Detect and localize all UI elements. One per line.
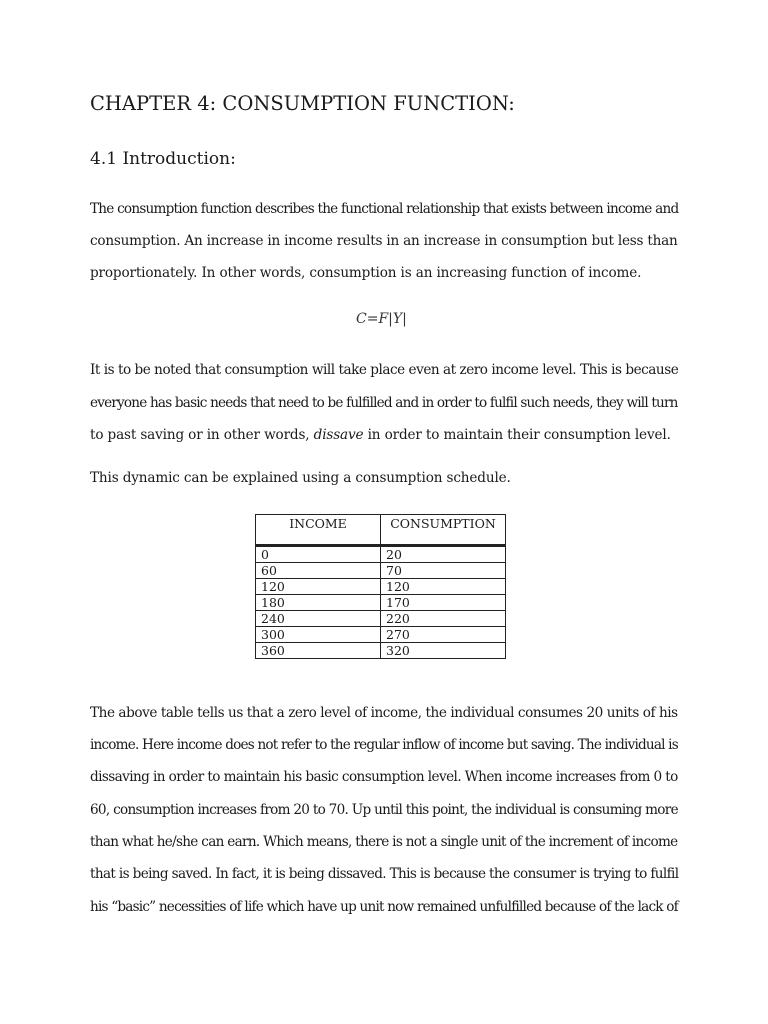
table-header-row [256,515,506,546]
income-header: INCOME [256,515,381,546]
income-cell: 60 [256,563,381,579]
paragraph-2-line-3 [90,427,671,443]
income-cell: 240 [256,611,381,627]
income-cell: 120 [256,579,381,595]
consumption-equation: C=F|Y| [356,311,407,327]
table-row [256,579,506,595]
table-row [256,611,506,627]
consumption-cell: 120 [381,579,506,595]
consumption-cell: 270 [381,627,506,643]
paragraph-2-line-1: It is to be noted that consumption will take place even at zero income level. This is because [90,362,679,378]
consumption-cell: 170 [381,595,506,611]
paragraph-1-line-3: proportionately. In other words, consumption is an increasing function of income. [90,265,642,281]
paragraph-4-line-4: 60, consumption increases from 20 to 70. Up until this point, the individual is consuming more [90,802,678,818]
consumption-header: CONSUMPTION [381,515,506,546]
paragraph-2-line-3-after: in order to maintain their consumption level. [363,427,671,443]
table-row [256,563,506,579]
income-cell: 300 [256,627,381,643]
paragraph-4-line-3: dissaving in order to maintain his basic consumption level. When income increases from 0 to [90,769,678,785]
table-row [256,595,506,611]
consumption-schedule-table [255,514,506,659]
paragraph-2-line-3-before: to past saving or in other words, [90,427,314,443]
paragraph-3: This dynamic can be explained using a consumption schedule. [90,470,511,486]
table-row [256,643,506,659]
chapter-title: CHAPTER 4: CONSUMPTION FUNCTION: [90,92,515,115]
paragraph-1-line-1: The consumption function describes the functional relationship that exists between income and [90,201,679,217]
dissave-emphasis: dissave [313,427,364,443]
table-row [256,547,506,563]
paragraph-2-line-2: everyone has basic needs that need to be fulfilled and in order to fulfil such needs, they will turn [90,395,678,411]
paragraph-4-line-2: income. Here income does not refer to the regular inflow of income but saving. The individual is [90,737,678,753]
consumption-cell: 220 [381,611,506,627]
paragraph-4-line-1: The above table tells us that a zero level of income, the individual consumes 20 units of his [90,705,678,721]
table-row [256,627,506,643]
consumption-cell: 320 [381,643,506,659]
income-cell: 0 [256,547,381,563]
consumption-cell: 20 [381,547,506,563]
paragraph-4-line-7: his “basic” necessities of life which have up unit now remained unfulfilled because of the lack of [90,899,678,915]
paragraph-4-line-6: that is being saved. In fact, it is being dissaved. This is because the consumer is trying to fulfil [90,866,679,882]
paragraph-4-line-5: than what he/she can earn. Which means, there is not a single unit of the increment of income [90,834,678,850]
consumption-cell: 70 [381,563,506,579]
income-cell: 360 [256,643,381,659]
paragraph-1-line-2: consumption. An increase in income results in an increase in consumption but less than [90,233,678,249]
income-cell: 180 [256,595,381,611]
section-title: 4.1 Introduction: [90,149,236,169]
